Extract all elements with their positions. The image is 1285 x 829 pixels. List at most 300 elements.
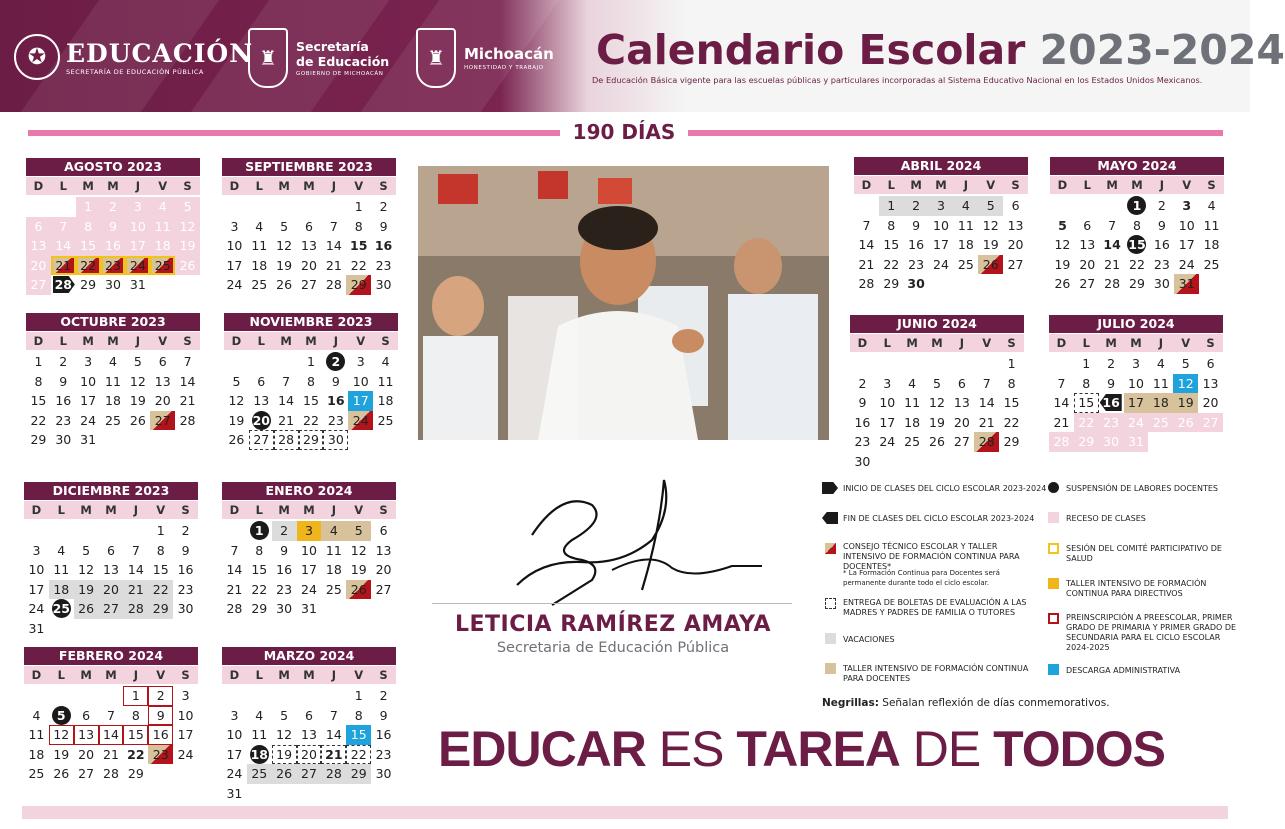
- day-cell: 23: [276, 581, 293, 597]
- weekday-label: M: [107, 179, 119, 193]
- day-cell: 29: [127, 766, 144, 781]
- day-cell: 6: [82, 707, 91, 723]
- day-cell: 1: [1082, 356, 1091, 371]
- day-cell: 19: [929, 414, 945, 430]
- day-cell: 14: [51, 236, 76, 256]
- day-cell: 18: [904, 414, 921, 430]
- empty-cell: [949, 354, 974, 374]
- day-cell: 25: [49, 599, 74, 619]
- signer-name: LETICIA RAMÍREZ AMAYA: [454, 612, 772, 637]
- weekday-label: D: [31, 668, 42, 682]
- sep-logo-subtitle: SECRETARÍA DE EDUCACIÓN PÚBLICA: [66, 67, 204, 76]
- day-cell: 2: [272, 521, 297, 541]
- empty-cell: [1050, 196, 1075, 216]
- day-cell: 20: [1079, 256, 1096, 272]
- day-cell: 14: [179, 373, 196, 389]
- day-cell: 16: [1153, 237, 1170, 252]
- day-cell: 14: [858, 237, 875, 252]
- weekday-header-row: [26, 177, 200, 195]
- day-cell: 12: [929, 395, 945, 410]
- day-cell: 26: [978, 255, 1003, 275]
- day-cell: 4: [953, 196, 978, 216]
- day-cell: 22: [883, 256, 900, 272]
- day-cell: 6: [957, 375, 966, 391]
- weekday-label: V: [156, 668, 166, 682]
- day-cell: 19: [272, 745, 297, 765]
- day-cell: 4: [32, 707, 41, 723]
- empty-cell: [321, 686, 346, 706]
- weekday-label: L: [57, 668, 65, 682]
- day-cell: 18: [1203, 237, 1220, 252]
- day-cell: 26: [346, 580, 371, 600]
- day-cell: 16: [177, 562, 194, 577]
- month-calendar: [224, 313, 398, 450]
- day-cell: 27: [26, 275, 51, 295]
- day-cell: 8: [1007, 375, 1016, 391]
- day-cell: 30: [323, 430, 348, 450]
- weekday-label: V: [156, 503, 166, 517]
- day-cell: 9: [1107, 375, 1116, 391]
- weekday-label: S: [1011, 178, 1020, 192]
- day-cell: 7: [51, 217, 76, 237]
- day-cell: 1: [354, 199, 363, 214]
- weekday-label: L: [255, 503, 263, 517]
- day-cell: 14: [226, 562, 243, 577]
- day-cell: 31: [1124, 432, 1149, 452]
- day-cell: 14: [278, 393, 295, 408]
- day-cell: 7: [1108, 217, 1117, 233]
- day-cell: 9: [148, 706, 173, 726]
- day-cell: 18: [377, 393, 394, 408]
- day-cell: 27: [375, 581, 392, 597]
- day-cell: 5: [280, 218, 289, 234]
- empty-cell: [247, 197, 272, 217]
- day-cell: 19: [276, 257, 293, 273]
- day-cell: 5: [978, 196, 1003, 216]
- day-cell: 21: [278, 412, 295, 428]
- day-cell: 5: [280, 707, 289, 723]
- day-cell: 15: [303, 393, 319, 408]
- day-cell: 31: [1174, 274, 1199, 294]
- day-cell: 9: [1157, 217, 1166, 233]
- day-cell: 12: [276, 238, 293, 253]
- day-cell: 20: [154, 393, 171, 408]
- day-cell: 9: [379, 707, 388, 723]
- weekday-label: J: [133, 503, 138, 517]
- weekday-label: V: [1182, 178, 1192, 192]
- empty-cell: [925, 354, 950, 374]
- weekday-label: S: [1207, 178, 1216, 192]
- weekday-label: V: [986, 178, 996, 192]
- day-cell: 25: [325, 581, 342, 597]
- month-calendar: [222, 158, 396, 295]
- day-cell: 9: [181, 542, 190, 558]
- footer-bar: [22, 806, 1228, 819]
- day-cell: 5: [49, 706, 74, 726]
- day-cell: 23: [55, 412, 72, 428]
- day-cell: 7: [131, 542, 140, 558]
- day-cell: 11: [251, 727, 268, 742]
- day-cell: 16: [1099, 393, 1124, 413]
- day-cell: 3: [32, 542, 41, 558]
- day-cell: 27: [78, 766, 95, 781]
- weekday-label: V: [1181, 336, 1191, 350]
- day-cell: 16: [327, 393, 345, 408]
- day-cell: 4: [150, 197, 175, 217]
- day-cell: 27: [301, 277, 317, 292]
- weekday-header-row: [222, 501, 396, 519]
- day-cell: 30: [854, 453, 871, 469]
- day-cell: 29: [148, 599, 173, 619]
- day-cell: 6: [1206, 356, 1215, 371]
- legend-receso: RECESO DE CLASES: [1066, 514, 1146, 523]
- day-cell: 13: [26, 236, 51, 256]
- day-cell: 6: [26, 217, 51, 237]
- day-cell: 30: [1099, 432, 1124, 452]
- day-cell: 27: [1198, 413, 1223, 433]
- weekday-label: V: [982, 336, 992, 350]
- day-cell: 4: [1207, 198, 1216, 213]
- day-cell: 31: [129, 277, 146, 292]
- day-cell: 28: [1049, 432, 1074, 452]
- day-cell: 25: [28, 766, 45, 781]
- bold-note: Negrillas: Señalan reflexión de días conmemorativos.: [822, 697, 1110, 709]
- day-cell: 19: [74, 580, 99, 600]
- day-cell: 17: [933, 237, 949, 252]
- page-subtitle: De Educación Básica vigente para las escuelas públicas y particulares incorporadas al Sistema Educativo Nacional en los Estados Unidos Mexicanos.: [592, 75, 1203, 85]
- legend-taller: TALLER INTENSIVO DE FORMACIÓN CONTINUA PARA DOCENTES: [843, 664, 1029, 683]
- weekday-header-row: [224, 332, 398, 350]
- day-cell: 2: [59, 354, 68, 369]
- day-cell: 31: [80, 432, 97, 447]
- day-cell: 28: [274, 430, 299, 450]
- day-cell: 25: [105, 412, 121, 428]
- weekday-label: L: [883, 336, 891, 350]
- day-cell: 27: [1007, 256, 1024, 272]
- day-cell: 22: [346, 745, 371, 765]
- weekday-label: M: [906, 336, 918, 350]
- day-cell: 29: [346, 764, 371, 784]
- day-cell: 1: [247, 521, 272, 541]
- empty-cell: [99, 686, 124, 706]
- legend-vacaciones: VACACIONES: [843, 635, 895, 644]
- day-cell: 23: [177, 581, 194, 597]
- day-cell: 20: [1007, 237, 1024, 252]
- day-cell: 3: [929, 196, 954, 216]
- weekday-label: S: [1206, 336, 1215, 350]
- day-cell: 30: [375, 766, 392, 781]
- signature-line: [432, 603, 792, 604]
- day-cell: 30: [177, 601, 194, 616]
- day-cell: 25: [957, 256, 974, 272]
- weekday-label: M: [1105, 336, 1117, 350]
- day-cell: 11: [105, 373, 121, 389]
- day-cell: 11: [53, 562, 70, 577]
- day-cell: 2: [379, 688, 388, 703]
- directivos-swatch: [1048, 578, 1059, 589]
- day-cell: 26: [74, 599, 99, 619]
- day-grid: [222, 197, 396, 295]
- month-calendar: [26, 158, 200, 295]
- day-cell: 13: [1202, 375, 1219, 391]
- day-cell: 9: [101, 217, 126, 237]
- day-cell: 4: [1156, 356, 1165, 371]
- day-cell: 21: [1104, 256, 1121, 272]
- day-cell: 11: [957, 217, 974, 233]
- day-grid: [854, 196, 1028, 294]
- day-cell: 30: [55, 432, 72, 447]
- weekday-label: V: [158, 334, 168, 348]
- day-cell: 22: [1129, 256, 1145, 272]
- day-cell: 20: [1202, 395, 1219, 410]
- weekday-label: J: [333, 334, 338, 348]
- day-cell: 27: [99, 599, 124, 619]
- empty-cell: [854, 196, 879, 216]
- day-cell: 18: [251, 257, 268, 273]
- day-cell: 24: [1124, 413, 1149, 433]
- day-cell: 28: [974, 432, 999, 452]
- day-cell: 16: [148, 725, 173, 745]
- weekday-label: M: [303, 503, 315, 517]
- day-cell: 23: [1153, 256, 1170, 272]
- day-cell: 3: [181, 688, 190, 703]
- day-cell: 12: [175, 217, 200, 237]
- michoacan-logo: [416, 28, 554, 88]
- legend-consejo: CONSEJO TÉCNICO ESCOLAR Y TALLER INTENSIVO DE FORMACIÓN CONTINUA PARA DOCENTES*: [843, 542, 1020, 571]
- weekday-label: D: [229, 503, 240, 517]
- day-cell: 4: [255, 218, 264, 234]
- weekday-label: S: [181, 668, 190, 682]
- day-cell: 15: [76, 236, 101, 256]
- day-cell: 4: [255, 707, 264, 723]
- day-cell: 5: [133, 354, 142, 369]
- weekday-label: L: [255, 179, 263, 193]
- day-cell: 13: [301, 238, 317, 253]
- empty-cell: [297, 686, 322, 706]
- day-cell: 22: [1003, 414, 1020, 430]
- weekday-label: D: [31, 503, 42, 517]
- day-cell: 28: [51, 275, 76, 295]
- day-cell: 13: [301, 727, 317, 742]
- empty-cell: [99, 521, 124, 541]
- day-cell: 1: [1125, 196, 1150, 216]
- day-cell: 10: [879, 395, 896, 410]
- day-cell: 26: [276, 277, 293, 292]
- day-cell: 29: [251, 601, 268, 616]
- day-cell: 24: [879, 434, 896, 449]
- day-cell: 17: [301, 562, 317, 577]
- day-cell: 6: [158, 354, 167, 369]
- weekday-label: S: [379, 668, 388, 682]
- day-cell: 20: [297, 745, 322, 765]
- day-cell: 2: [148, 686, 173, 706]
- sep-logo: [14, 34, 253, 80]
- day-cell: 8: [887, 217, 896, 233]
- day-cell: 10: [1128, 375, 1144, 391]
- empty-cell: [247, 686, 272, 706]
- day-cell: 22: [30, 412, 47, 428]
- day-cell: 25: [251, 277, 268, 292]
- day-cell: 12: [1054, 237, 1071, 252]
- day-cell: 21: [123, 580, 148, 600]
- empty-cell: [24, 521, 49, 541]
- day-cell: 29: [30, 432, 47, 447]
- day-cell: 18: [247, 745, 272, 765]
- day-cell: 2: [904, 196, 929, 216]
- day-cell: 22: [303, 412, 319, 428]
- consejo-swatch: [825, 543, 836, 554]
- day-cell: 3: [1182, 198, 1192, 213]
- empty-cell: [850, 354, 875, 374]
- weekday-label: M: [278, 503, 290, 517]
- day-cell: 12: [228, 393, 245, 408]
- day-cell: 22: [127, 746, 145, 762]
- legend-preinscripcion: PREINSCRIPCIÓN A PREESCOLAR, PRIMER GRADO DE PRIMARIA Y PRIMER GRADO DE SECUNDARIA PARA EL CICLO ESCOLAR 2024-2025: [1066, 613, 1237, 652]
- day-cell: 30: [1153, 276, 1170, 291]
- weekday-label: M: [303, 179, 315, 193]
- day-cell: 5: [1181, 356, 1190, 371]
- weekday-label: V: [354, 503, 364, 517]
- michoacan-logo-sub: HONESTIDAD Y TRABAJO: [464, 65, 544, 71]
- day-cell: 15: [30, 393, 47, 408]
- weekday-label: L: [257, 334, 265, 348]
- day-cell: 6: [305, 707, 313, 723]
- day-cell: 29: [1003, 434, 1020, 449]
- weekday-label: S: [181, 503, 190, 517]
- day-cell: 26: [228, 432, 245, 447]
- day-cell: 15: [123, 725, 148, 745]
- day-cell: 17: [879, 414, 896, 430]
- day-cell: 14: [127, 562, 144, 577]
- day-cell: 4: [57, 542, 66, 558]
- day-cell: 23: [148, 745, 173, 765]
- day-cell: 21: [179, 393, 196, 408]
- day-cell: 26: [1054, 276, 1071, 291]
- weekday-label: J: [1159, 178, 1164, 192]
- day-cell: 5: [175, 197, 200, 217]
- empty-cell: [900, 354, 925, 374]
- day-cell: 10: [301, 542, 317, 558]
- day-grid: [224, 352, 398, 450]
- day-cell: 11: [150, 217, 175, 237]
- day-cell: 5: [933, 375, 941, 391]
- day-cell: 29: [346, 275, 371, 295]
- day-cell: 18: [28, 746, 45, 762]
- day-cell: 31: [28, 620, 45, 636]
- empty-cell: [224, 352, 249, 372]
- day-cell: 18: [325, 562, 342, 577]
- day-cell: 6: [257, 373, 266, 389]
- day-cell: 8: [354, 218, 363, 234]
- month-title: JUNIO 2024: [850, 315, 1024, 333]
- empty-cell: [1049, 354, 1074, 374]
- day-cell: 21: [226, 581, 243, 597]
- weekday-header-row: [850, 334, 1024, 352]
- day-cell: 23: [327, 412, 344, 428]
- legend-consejo-note: * La Formación Continua para Docentes será permanente durante todo el ciclo escolar.: [843, 569, 1000, 587]
- weekday-header-row: [24, 501, 198, 519]
- day-cell: 9: [280, 542, 289, 558]
- empty-cell: [222, 521, 247, 541]
- day-cell: 17: [28, 581, 45, 597]
- weekday-label: D: [33, 334, 44, 348]
- weekday-label: V: [356, 334, 366, 348]
- day-cell: 1: [34, 354, 43, 369]
- day-cell: 29: [1129, 276, 1145, 291]
- day-cell: 24: [226, 766, 243, 781]
- day-cell: 16: [854, 414, 871, 430]
- weekday-label: S: [183, 334, 192, 348]
- weekday-label: S: [183, 179, 192, 193]
- day-cell: 7: [230, 542, 239, 558]
- day-cell: 10: [28, 562, 45, 577]
- day-cell: 29: [299, 430, 324, 450]
- weekday-label: M: [82, 179, 94, 193]
- start-arrow-icon: [822, 482, 838, 494]
- day-cell: 23: [1099, 413, 1124, 433]
- day-grid: [1050, 196, 1224, 294]
- weekday-label: M: [1131, 178, 1143, 192]
- day-cell: 11: [377, 373, 394, 389]
- day-cell: 27: [297, 764, 322, 784]
- day-cell: 3: [230, 707, 239, 723]
- day-cell: 14: [978, 395, 995, 410]
- boletas-swatch: [825, 598, 836, 609]
- weekday-label: M: [935, 178, 947, 192]
- weekday-label: S: [381, 334, 390, 348]
- day-cell: 15: [346, 725, 371, 745]
- day-cell: 13: [953, 395, 970, 410]
- day-cell: 23: [854, 434, 871, 449]
- weekday-label: M: [303, 668, 315, 682]
- day-cell: 2: [1157, 198, 1166, 213]
- day-cell: 10: [226, 727, 243, 742]
- weekday-label: D: [1056, 336, 1067, 350]
- day-grid: [1049, 354, 1223, 452]
- legend-boletas: ENTREGA DE BOLETAS DE EVALUACIÓN A LAS MADRES Y PADRES DE FAMILIA O TUTORES: [843, 598, 1027, 617]
- day-cell: 14: [99, 725, 124, 745]
- day-cell: 12: [1173, 374, 1198, 394]
- day-cell: 7: [329, 707, 338, 723]
- day-cell: 18: [49, 580, 74, 600]
- day-cell: 28: [325, 277, 342, 292]
- day-cell: 13: [103, 562, 119, 577]
- descarga-swatch: [1048, 664, 1059, 675]
- month-title: SEPTIEMBRE 2023: [222, 158, 396, 176]
- month-title: DICIEMBRE 2023: [24, 482, 198, 500]
- day-cell: 6: [305, 218, 313, 234]
- month-title: FEBRERO 2024: [24, 647, 198, 665]
- empty-cell: [321, 197, 346, 217]
- day-cell: 13: [375, 542, 392, 558]
- weekday-label: V: [354, 668, 364, 682]
- day-cell: 3: [297, 521, 322, 541]
- weekday-label: L: [255, 668, 263, 682]
- day-cell: 2: [323, 352, 348, 372]
- empty-cell: [297, 197, 322, 217]
- day-cell: 4: [381, 354, 390, 369]
- day-cell: 15: [350, 238, 368, 253]
- weekday-label: D: [33, 179, 44, 193]
- day-cell: 16: [374, 238, 393, 253]
- weekday-label: M: [278, 179, 290, 193]
- weekday-label: V: [354, 179, 364, 193]
- day-cell: 24: [28, 601, 45, 616]
- day-cell: 9: [858, 395, 867, 410]
- month-title: ENERO 2024: [222, 482, 396, 500]
- day-cell: 22: [76, 256, 101, 276]
- day-cell: 20: [99, 580, 124, 600]
